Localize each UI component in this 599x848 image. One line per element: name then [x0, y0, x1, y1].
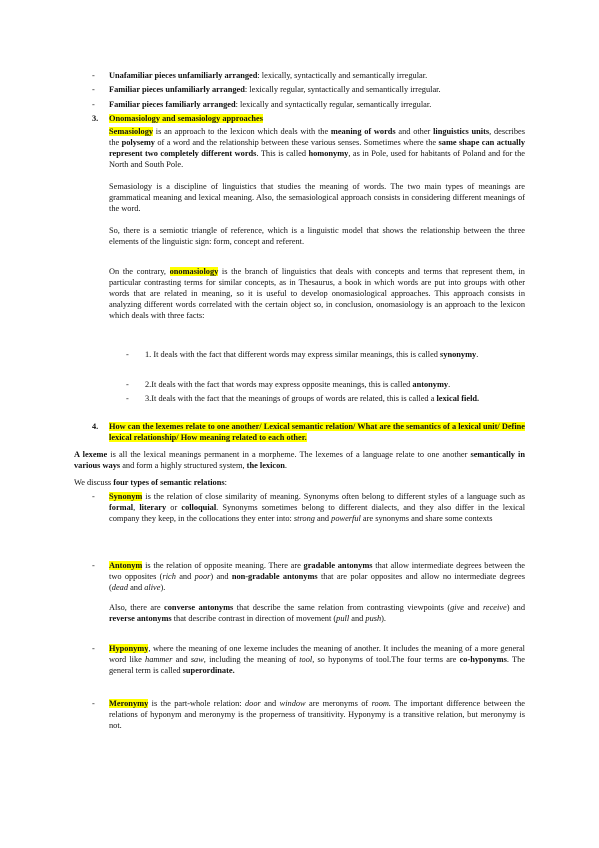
list-item-term: Familiar pieces familiarly arranged — [109, 100, 236, 109]
antonym-paragraph: Antonym is the relation of opposite meaning. There are gradable antonyms that allow intermediate degrees between the two opposites (rich and poor) and non-gradable antonyms that are polar opposites and allow no intermediate degrees (dead and alive). — [109, 561, 526, 593]
highlighted-term: Antonym — [109, 561, 143, 570]
highlighted-term: onomasiology — [169, 267, 219, 276]
section-number: 4. — [92, 422, 99, 431]
lexeme-paragraph: A lexeme is all the lexical meanings permanent in a morpheme. The lexemes of a language relate to one another semantically in various ways and form a highly structured system, the lexicon. — [74, 450, 525, 471]
highlighted-term: Meronymy — [109, 699, 149, 708]
list-bullet: - — [92, 644, 95, 653]
section-number: 3. — [92, 114, 99, 123]
fact-item: 3.It deals with the fact that the meanings of groups of words are related, this is called a lexical field. — [145, 394, 480, 403]
fact-item: 1. It deals with the fact that different words may express similar meanings, this is called synonymy. — [145, 350, 479, 359]
fact-item: 2.It deals with the fact that words may express opposite meanings, this is called antonymy. — [145, 380, 451, 389]
semiotic-triangle-paragraph: So, there is a semiotic triangle of reference, which is a linguistic model that shows the relationship between the three elements of the linguistic sign: form, concept and referent. — [109, 226, 525, 247]
list-bullet: - — [92, 85, 95, 94]
list-item-text: : lexically regular, syntactically and semantically irregular. — [244, 85, 441, 94]
meronymy-paragraph: Meronymy is the part-whole relation: door and window are meronyms of room. The important difference between the relations of hyponym and meronymy is the properness of transitivity. Hyponymy is a transitive relation, but meronymy is not. — [109, 699, 525, 731]
section-heading: How can the lexemes relate to one another/ Lexical semantic relation/ What are the semantics of a lexical unit/ Define lexical relationship/ How meaning related to each other. — [109, 422, 525, 443]
list-item-text: : lexically and syntactically regular, semantically irregular. — [235, 100, 432, 109]
list-bullet: - — [126, 394, 129, 403]
hyponymy-paragraph: Hyponymy, where the meaning of one lexeme includes the meaning of another. It includes the meaning of a more general word like hammer and saw, including the meaning of tool, so hyponyms of tool.The four terms are co-hyponyms. The general term is called superordinate. — [109, 644, 525, 676]
list-item-text: : lexically, syntactically and semantically irregular. — [257, 71, 428, 80]
highlighted-term: Synonym — [109, 492, 143, 501]
list-item-term: Unafamiliar pieces unfamiliarly arranged — [109, 71, 258, 80]
list-bullet: - — [92, 492, 95, 501]
list-bullet: - — [92, 71, 95, 80]
highlighted-term: Hyponymy — [109, 644, 149, 653]
semasiology-definition-paragraph: Semasiology is a discipline of linguistics that studies the meaning of words. The two main types of meanings are grammatical meaning and lexical meaning. Also, the semasiological approach consists in considering different meanings of the word. — [109, 182, 525, 214]
semasiology-paragraph: Semasiology is an approach to the lexicon which deals with the meaning of words and other linguistics units, describes the polysemy of a word and the relationship between these various senses. Sometimes where the same shape can actually represent two completely different words. This is called homonymy, as in Pole, used for habitants of Poland and for the North and South Pole. — [109, 127, 525, 170]
list-item — [109, 99, 431, 110]
list-bullet: - — [126, 350, 129, 359]
list-bullet: - — [92, 561, 95, 570]
highlighted-term: Semasiology — [109, 127, 154, 136]
list-item — [109, 84, 441, 95]
relations-intro: We discuss four types of semantic relations: — [74, 478, 227, 487]
list-bullet: - — [92, 699, 95, 708]
list-item-term: Familiar pieces unfamiliarly arranged — [109, 85, 245, 94]
list-item — [109, 70, 427, 81]
onomasiology-paragraph: On the contrary, onomasiology is the branch of linguistics that deals with concepts and terms that represent them, in particular contrasting terms for similar concepts, as in Thesaurus, a book in which words are put into groups with other words that are related in meaning, so it is useful to develop onomasiological approaches. This approach consists in analyzing different words correlated with the certain object so, in conclusion, onomasiology is an approach to the lexicon which deals with three facts: — [109, 267, 525, 321]
list-bullet: - — [126, 380, 129, 389]
antonym-paragraph-2: Also, there are converse antonyms that describe the same relation from contrasting viewpoints (give and receive) and reverse antonyms that describe contrast in direction of movement (pull and push). — [109, 603, 526, 624]
section-heading: Onomasiology and semasiology approaches — [109, 114, 263, 123]
list-bullet: - — [92, 100, 95, 109]
synonym-paragraph: Synonym is the relation of close similarity of meaning. Synonyms often belong to different styles of a language such as formal, literary or colloquial. Synonyms sometimes belong to different dialects, and they also differ in the lexical company they keep, in the collocations they enter into: strong and powerful are synonyms and share some contexts — [109, 492, 526, 524]
